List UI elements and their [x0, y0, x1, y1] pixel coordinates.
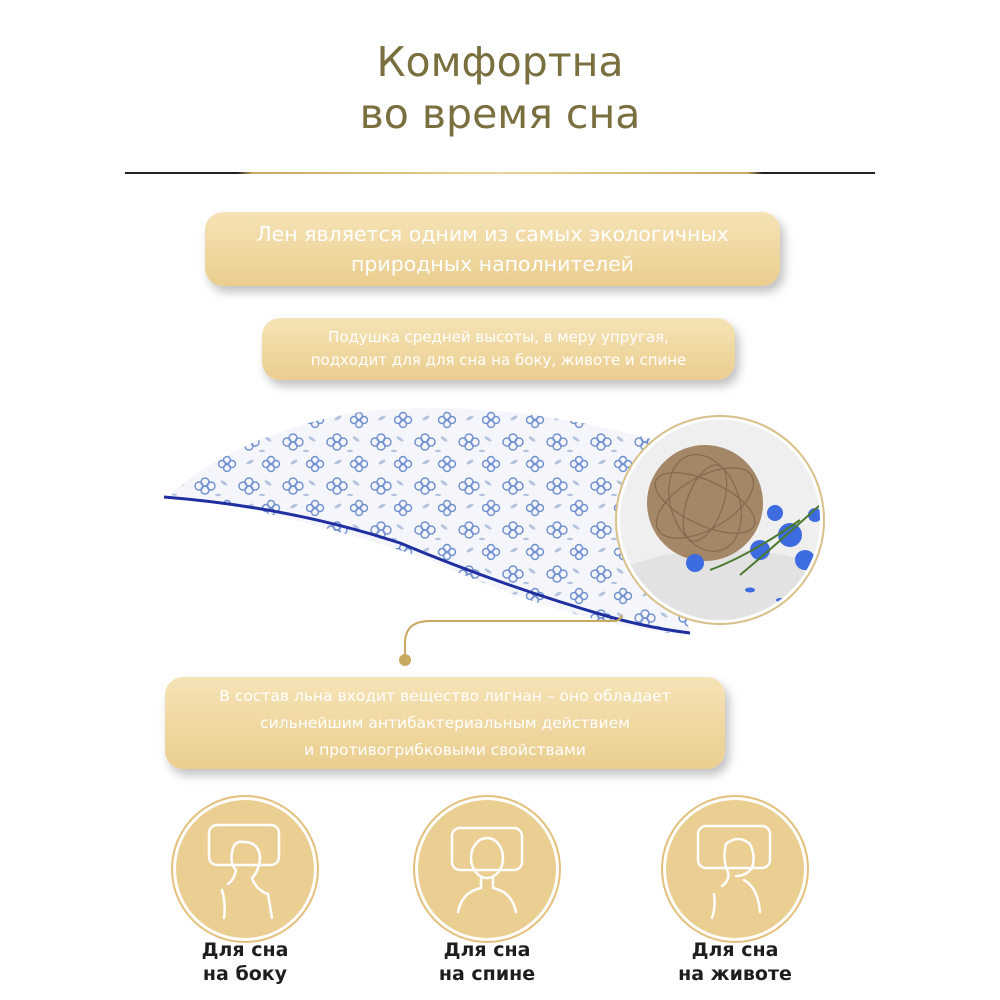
- lignan-card: [165, 677, 725, 769]
- pillow-body: [170, 408, 690, 635]
- eco-card-line1: Лен является одним из самых экологичных: [256, 222, 729, 246]
- page-title-line1: Комфортна: [376, 38, 624, 86]
- divider-line: [125, 172, 875, 174]
- height-card-line1: Подушка средней высоты, в меру упругая,: [328, 328, 669, 346]
- sleep-back-icon: [418, 800, 556, 938]
- lignan-card-line3: и противогрибковыми свойствами: [304, 740, 586, 759]
- pillow-height-card: [262, 318, 735, 380]
- sleep-side-icon: [176, 800, 314, 938]
- eco-filler-card: [205, 212, 780, 286]
- sleep-stomach-label: Для сна на животе: [678, 939, 792, 985]
- sleep-stomach-icon: [666, 800, 804, 938]
- sleep-side-label: Для сна на боку: [201, 939, 289, 985]
- height-card-line2: подходит для для сна на боку, животе и спине: [310, 351, 687, 369]
- page-title-line2: во время сна: [359, 90, 641, 138]
- pillow-illustration: [150, 385, 850, 675]
- sleep-back-label: Для сна на спине: [438, 939, 536, 985]
- lignan-card-line1: В состав льна входит вещество лигнан – оно обладает: [219, 686, 671, 705]
- eco-card-line2: природных наполнителей: [350, 252, 635, 276]
- connector-line: [405, 615, 622, 660]
- lignan-card-line2: сильнейшим антибактериальным действием: [260, 713, 630, 732]
